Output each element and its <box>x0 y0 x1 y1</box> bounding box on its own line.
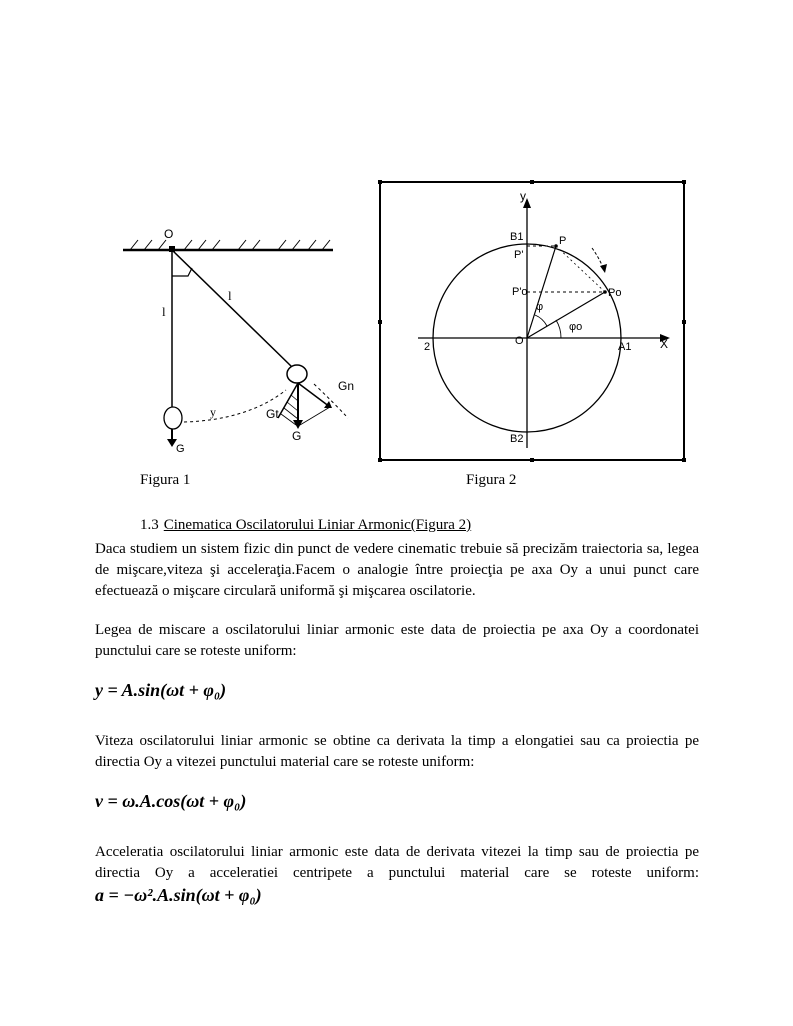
paragraph-intro: Daca studiem un sistem fizic din punct de vedere cinematic trebuie să precizăm traiectoria sa, legea de mişcare,viteza şi acceleraţia.Facem o analogie între proiecţia pe axa Oy a unui punct care efectuează o mişcare circulară uniformă şi mişcarea oscilatorie. <box>95 541 699 599</box>
fig1-label-o: O <box>164 227 174 241</box>
fig2-label-p-prime: P' <box>514 249 524 261</box>
fig2-label-a1: A1 <box>618 341 632 353</box>
fig2-label-phi: φ <box>536 301 544 313</box>
paragraph-velocity: Viteza oscilatorului liniar armonic se obtine ca derivata la timp a elongatiei sau ca proiectia pe directia Oy a vitezei punctului material care se roteste uniform: <box>95 733 699 770</box>
fig2-label-phi0: φo <box>569 321 583 333</box>
fig2-label-y-axis: y <box>520 189 526 203</box>
fig1-label-y: y <box>210 405 216 419</box>
fig1-label-gn: Gn <box>338 379 355 393</box>
fig2-label-p: P <box>559 235 567 247</box>
section-number: 1.3 <box>140 517 159 533</box>
fig1-label-l-slant: l <box>228 288 232 303</box>
fig1-label-gt: Gt <box>266 407 279 421</box>
fig2-label-b1: B1 <box>510 231 524 243</box>
fig2-label-o: O <box>515 335 524 347</box>
formula-acceleration: a = −ω².A.sin(ωt + φ₀) <box>95 885 262 905</box>
caption-figure-1: Figura 1 <box>140 472 191 488</box>
fig1-label-g-bottom: G <box>176 443 185 455</box>
figure-2-rotating-vector <box>376 178 688 464</box>
fig2-label-p0-prime: P'o <box>512 286 528 298</box>
formula-velocity: v = ω.A.cos(ωt + φ₀) <box>95 791 247 811</box>
paragraph-acceleration: Acceleratia oscilatorului liniar armonic este data de derivata vitezei la timp sau de proiectia pe directia Oy a acceleratiei centripete a punctului material care se roteste uniform: <box>95 844 699 881</box>
fig1-label-l-vertical: l <box>162 304 166 319</box>
figure-1-pendulum <box>118 222 370 458</box>
caption-figure-2: Figura 2 <box>466 472 517 488</box>
fig2-label-p0: Po <box>608 287 622 299</box>
fig2-label-a2: 2 <box>424 341 431 353</box>
section-heading <box>140 517 471 534</box>
fig2-label-b2: B2 <box>510 433 524 445</box>
section-title: Cinematica Oscilatorului Liniar Armonic(Figura 2) <box>163 517 472 533</box>
formula-position: y = A.sin(ωt + φ₀) <box>95 680 227 700</box>
ceiling-hatching <box>130 240 330 250</box>
paragraph-law-of-motion: Legea de miscare a oscilatorului liniar armonic este data de proiectia pe axa Oy a coordonatei punctului care se roteste uniform: <box>95 622 699 659</box>
fig1-label-g: G <box>292 429 302 443</box>
fig2-label-x-axis: X <box>660 337 669 351</box>
